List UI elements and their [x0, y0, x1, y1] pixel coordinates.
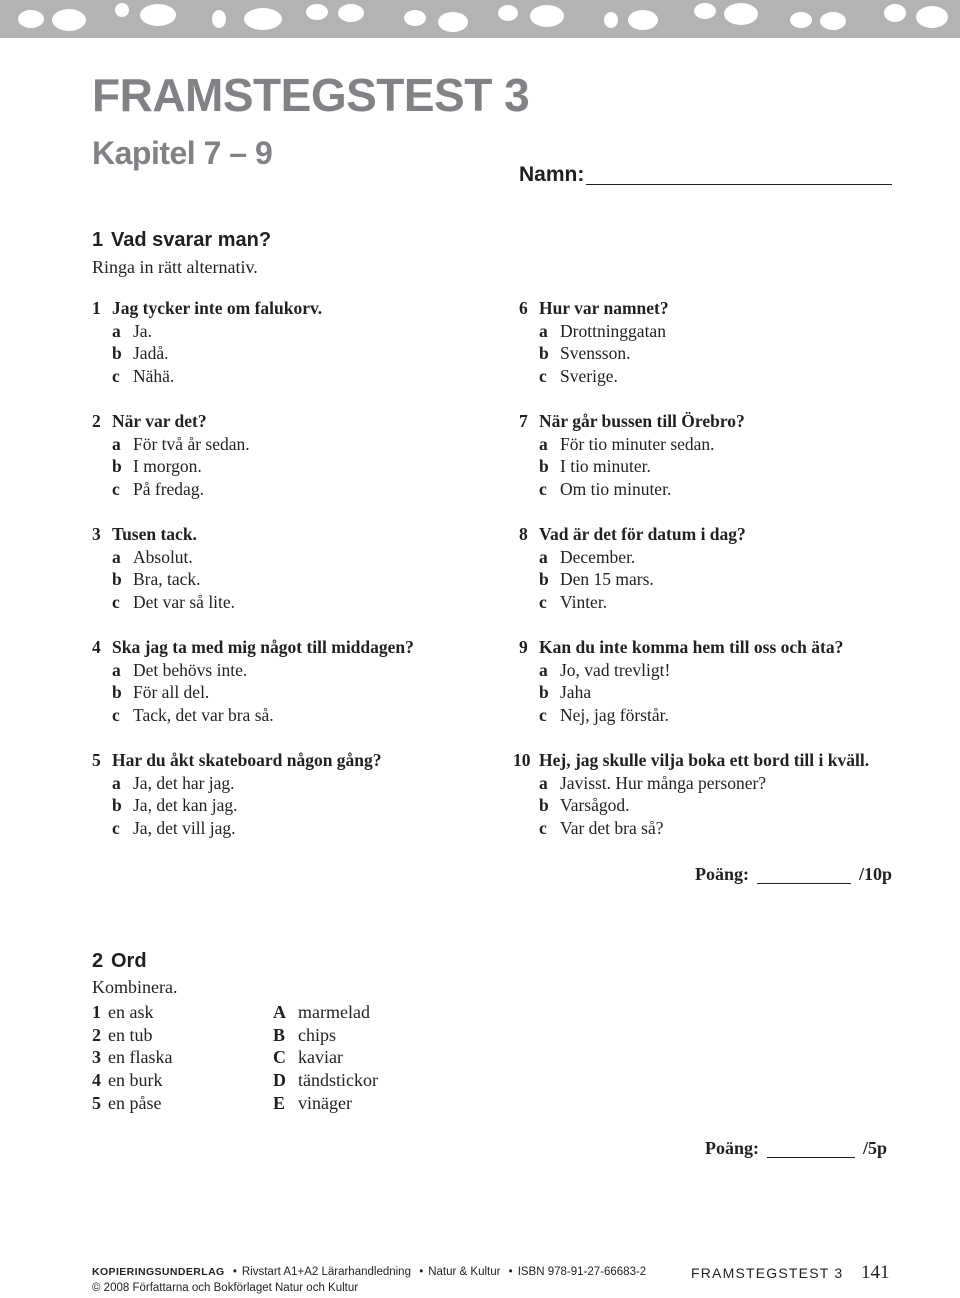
question-prompt [519, 523, 746, 546]
option-letter: a [539, 320, 548, 341]
name-label: Namn: [519, 163, 585, 186]
answer-option[interactable] [519, 320, 669, 343]
option-letter: b [112, 456, 122, 477]
word-list-right [273, 1001, 378, 1115]
question-number: 4 [92, 637, 101, 657]
option-text: Jaha [560, 682, 592, 703]
option-text: Nej, jag förstår. [560, 705, 669, 726]
option-letter: c [112, 818, 120, 839]
question-number: 7 [519, 411, 528, 431]
answer-option[interactable] [92, 794, 382, 817]
match-item [273, 1092, 378, 1115]
question-number: 8 [519, 524, 528, 544]
match-item [92, 1092, 172, 1115]
option-letter: c [539, 818, 547, 839]
answer-option[interactable] [92, 546, 235, 569]
option-letter: c [539, 366, 547, 387]
question-prompt [92, 523, 235, 546]
option-letter: c [112, 592, 120, 613]
answer-option[interactable] [519, 478, 745, 501]
question [92, 297, 322, 388]
option-text: Ja, det har jag. [133, 772, 235, 793]
match-key: A [273, 1002, 286, 1022]
option-text: December. [560, 546, 636, 567]
question-number: 9 [519, 637, 528, 657]
section-2-instruction: Kombinera. [92, 977, 178, 997]
match-item [92, 1001, 172, 1024]
answer-option[interactable] [519, 455, 745, 478]
question-prompt [513, 749, 869, 772]
match-item [92, 1069, 172, 1092]
answer-option[interactable] [92, 342, 322, 365]
option-text: För tio minuter sedan. [560, 433, 715, 454]
option-text: Drottninggatan [560, 320, 666, 341]
question-text: Har du åkt skateboard någon gång? [112, 750, 382, 770]
section-2-score [705, 1138, 887, 1159]
option-text: Om tio minuter. [560, 479, 672, 500]
option-text: I tio minuter. [560, 456, 651, 477]
question-prompt [519, 297, 669, 320]
option-letter: b [539, 343, 549, 364]
answer-option[interactable] [519, 568, 746, 591]
option-text: Det behövs inte. [133, 659, 248, 680]
match-item [273, 1001, 378, 1024]
match-text: en flaska [108, 1047, 173, 1068]
option-letter: c [539, 705, 547, 726]
option-text: Tack, det var bra så. [133, 705, 274, 726]
answer-option[interactable] [513, 794, 869, 817]
answer-option[interactable] [519, 591, 746, 614]
option-text: Varsågod. [560, 795, 630, 816]
option-text: Ja, det vill jag. [133, 818, 236, 839]
option-letter: a [539, 433, 548, 454]
section-2-heading [92, 950, 147, 973]
section-title: Ord [111, 950, 147, 972]
match-item [273, 1069, 378, 1092]
match-key: 2 [92, 1024, 101, 1045]
match-key: 5 [92, 1092, 101, 1113]
answer-option[interactable] [92, 817, 382, 840]
question-prompt [519, 636, 843, 659]
match-text: en tub [108, 1024, 153, 1045]
footer-section-title: FRAMSTEGSTEST 3 [691, 1265, 844, 1281]
answer-option[interactable] [92, 704, 414, 727]
name-field[interactable] [586, 184, 892, 185]
option-letter: b [112, 343, 122, 364]
score-label: Poäng: [695, 864, 749, 884]
option-letter: a [112, 433, 121, 454]
question-number: 3 [92, 524, 101, 544]
question [92, 636, 414, 727]
question [513, 749, 869, 840]
match-key: C [273, 1047, 286, 1068]
answer-option[interactable] [92, 455, 250, 478]
answer-option[interactable] [519, 659, 843, 682]
option-text: Jadå. [133, 343, 169, 364]
option-text: För all del. [133, 682, 210, 703]
option-letter: b [112, 795, 122, 816]
question-prompt [519, 410, 745, 433]
option-letter: c [112, 366, 120, 387]
score-max: /10p [859, 864, 893, 884]
page-subtitle: Kapitel 7 – 9 [92, 135, 273, 171]
option-letter: b [539, 569, 549, 590]
question-text: Kan du inte komma hem till oss och äta? [539, 637, 844, 657]
answer-option[interactable] [92, 568, 235, 591]
answer-option[interactable] [92, 365, 322, 388]
question-number: 1 [92, 298, 101, 318]
option-letter: c [112, 705, 120, 726]
question-prompt [92, 636, 414, 659]
option-letter: a [112, 546, 121, 567]
footer-copyright: © 2008 Författarna och Bokförlaget Natur och Kultur [92, 1282, 359, 1294]
option-letter: c [539, 479, 547, 500]
answer-option[interactable] [519, 546, 746, 569]
answer-option[interactable] [92, 591, 235, 614]
option-text: Vinter. [560, 592, 608, 613]
match-item [92, 1046, 172, 1069]
option-text: Den 15 mars. [560, 569, 654, 590]
option-letter: a [539, 546, 548, 567]
footer-item: Rivstart A1+A2 Lärarhandledning [241, 1266, 411, 1278]
answer-option[interactable] [92, 433, 250, 456]
option-text: Det var så lite. [133, 592, 236, 613]
option-letter: b [112, 682, 122, 703]
question [92, 523, 235, 614]
question [519, 636, 843, 727]
match-text: tändstickor [298, 1070, 378, 1091]
decorative-header-band [0, 0, 960, 38]
question-text: Ska jag ta med mig något till middagen? [112, 637, 414, 657]
page-number: 141 [861, 1262, 890, 1283]
option-text: I morgon. [133, 456, 202, 477]
option-text: Jo, vad trevligt! [560, 659, 671, 680]
option-letter: a [112, 659, 121, 680]
score-field[interactable] [757, 883, 851, 884]
question [92, 410, 250, 501]
section-title: Vad svarar man? [111, 229, 272, 251]
footer-item: Natur & Kultur [428, 1266, 501, 1278]
option-text: Ja. [133, 320, 152, 341]
question-number: 10 [513, 750, 531, 770]
question [519, 523, 746, 614]
option-letter: c [112, 479, 120, 500]
question [519, 410, 745, 501]
section-number: 2 [92, 950, 104, 972]
question-prompt [92, 749, 382, 772]
question-text: Hej, jag skulle vilja boka ett bord till i kväll. [539, 750, 870, 770]
option-text: Svensson. [560, 343, 631, 364]
answer-option[interactable] [519, 342, 669, 365]
option-text: Absolut. [133, 546, 193, 567]
option-text: Nähä. [133, 366, 175, 387]
question [519, 297, 669, 388]
answer-option[interactable] [92, 659, 414, 682]
match-text: en ask [108, 1002, 154, 1022]
match-key: 1 [92, 1002, 101, 1022]
question-text: Tusen tack. [112, 524, 197, 544]
match-key: 4 [92, 1070, 101, 1091]
answer-option[interactable] [92, 772, 382, 795]
score-max: /5p [863, 1138, 888, 1158]
question-number: 5 [92, 750, 101, 770]
score-label: Poäng: [705, 1138, 759, 1158]
footer-label: KOPIERINGSUNDERLAG [92, 1266, 225, 1278]
match-text: chips [298, 1024, 336, 1045]
question-text: Hur var namnet? [539, 298, 669, 318]
match-key: B [273, 1024, 286, 1045]
option-text: Ja, det kan jag. [133, 795, 238, 816]
option-text: På fredag. [133, 479, 204, 500]
match-item [273, 1046, 378, 1069]
match-text: marmelad [298, 1002, 370, 1022]
match-key: D [273, 1070, 286, 1091]
answer-option[interactable] [513, 772, 869, 795]
option-letter: b [112, 569, 122, 590]
match-text: kaviar [298, 1047, 343, 1068]
answer-option[interactable] [92, 320, 322, 343]
match-text: vinäger [298, 1092, 352, 1113]
answer-option[interactable] [519, 433, 745, 456]
option-text: Bra, tack. [133, 569, 201, 590]
answer-option[interactable] [513, 817, 869, 840]
option-letter: b [539, 456, 549, 477]
option-letter: b [539, 795, 549, 816]
answer-option[interactable] [519, 681, 843, 704]
section-number: 1 [92, 229, 104, 251]
section-1-instruction: Ringa in rätt alternativ. [92, 257, 258, 277]
answer-option[interactable] [92, 681, 414, 704]
option-letter: a [112, 320, 121, 341]
match-text: en burk [108, 1070, 163, 1091]
option-letter: a [539, 659, 548, 680]
answer-option[interactable] [92, 478, 250, 501]
option-letter: a [112, 772, 121, 793]
option-letter: a [539, 772, 548, 793]
match-key: 3 [92, 1047, 101, 1068]
question-text: När var det? [112, 411, 207, 431]
score-field[interactable] [767, 1157, 855, 1158]
word-list-left [92, 1001, 172, 1115]
match-key: E [273, 1092, 286, 1113]
question-number: 2 [92, 411, 101, 431]
question-prompt [92, 410, 250, 433]
question-text: Jag tycker inte om falukorv. [112, 298, 323, 318]
question [92, 749, 382, 840]
option-text: Sverige. [560, 366, 618, 387]
option-letter: c [539, 592, 547, 613]
question-number: 6 [519, 298, 528, 318]
section-1-heading [92, 229, 271, 252]
match-item [92, 1024, 172, 1047]
option-letter: b [539, 682, 549, 703]
match-item [273, 1024, 378, 1047]
page-title: FRAMSTEGSTEST 3 [92, 69, 530, 121]
match-text: en påse [108, 1092, 162, 1113]
question-prompt [92, 297, 322, 320]
answer-option[interactable] [519, 365, 669, 388]
answer-option[interactable] [519, 704, 843, 727]
footer-item: ISBN 978-91-27-66683-2 [517, 1266, 647, 1278]
question-text: När går bussen till Örebro? [539, 411, 745, 431]
option-text: Javisst. Hur många personer? [560, 772, 767, 793]
section-1-score [695, 864, 892, 885]
option-text: Var det bra så? [560, 818, 664, 839]
question-text: Vad är det för datum i dag? [539, 524, 746, 544]
footer-line: KOPIERINGSUNDERLAG • Rivstart A1+A2 Lärarhandledning • Natur & Kultur • ISBN 978-91-27-66683-2 [92, 1266, 647, 1278]
option-text: För två år sedan. [133, 433, 250, 454]
